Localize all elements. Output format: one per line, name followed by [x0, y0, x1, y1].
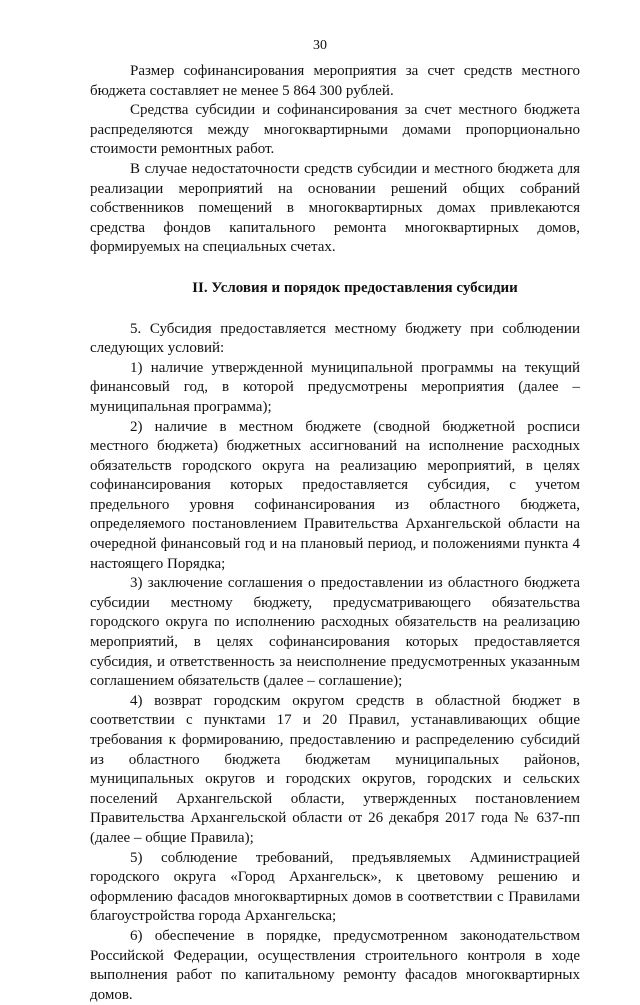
paragraph-insufficient-funds: В случае недостаточности средств субсидии и местного бюджета для реализации мероприятий на основании решений общих собраний собственников помещений в многоквартирных домах привлекаются средства фондов капитального ремонта многоквартирных домов, формируемых на специальных счетах. [90, 160, 580, 256]
section-heading: II. Условия и порядок предоставления субсидии [192, 279, 518, 296]
paragraph-clause-5: 5. Субсидия предоставляется местному бюджету при соблюдении следующих условий: [90, 320, 580, 357]
document-body [90, 62, 580, 1005]
page-number: 30 [313, 38, 327, 53]
paragraph-condition-5: 5) соблюдение требований, предъявляемых Администрацией городского округа «Город Архангельск», к цветовому решению и оформлению фасадов многоквартирных домов в соответствии с Правилами благоустройства города Архангельска; [90, 849, 580, 925]
paragraph-funds-distribution: Средства субсидии и софинансирования за счет местного бюджета распределяются между многоквартирными домами пропорционально стоимости ремонтных работ. [90, 102, 580, 158]
paragraph-condition-4: 4) возврат городским округом средств в областной бюджет в соответствии с пунктами 17 и 20 Правил, устанавливающих общие требования к формированию, предоставлению и распределению субсидий из областного бюджета бюджетам муниципальных районов, муниципальных округов и городских округов, городских и сельских поселений Архангельской области, утвержденных постановлением Правительства Архангельской области от 26 декабря 2017 года № 637-пп (далее – общие Правила); [90, 692, 580, 846]
paragraph-condition-1: 1) наличие утвержденной муниципальной программы на текущий финансовый год, в которой предусмотрены мероприятия (далее – муниципальная программа); [90, 359, 580, 415]
paragraph-condition-6: 6) обеспечение в порядке, предусмотренном законодательством Российской Федерации, осуществления строительного контроля в ходе выполнения работ по капитальному ремонту фасадов многоквартирных домов. [90, 927, 580, 1003]
paragraph-condition-2: 2) наличие в местном бюджете (сводной бюджетной росписи местного бюджета) бюджетных ассигнований на исполнение расходных обязательств городского округа на реализацию мероприятий, в целях софинансирования которых предоставляется субсидия, с учетом предельного уровня софинансирования из областного бюджета, определяемого постановлением Правительства Архангельской области на очередной финансовый год и на плановый период, и положениями пункта 4 настоящего Порядка; [90, 418, 580, 572]
paragraph-condition-3: 3) заключение соглашения о предоставлении из областного бюджета субсидии местному бюджету, предусматривающего обязательства городского округа по исполнению расходных обязательств на реализацию мероприятий, в целях софинансирования которых предоставляется субсидия, и ответственность за неисполнение предусмотренных указанным соглашением обязательств (далее – соглашение); [90, 575, 580, 690]
paragraph-cofinancing-amount: Размер софинансирования мероприятия за счет средств местного бюджета составляет не менее 5 864 300 рублей. [90, 63, 580, 99]
